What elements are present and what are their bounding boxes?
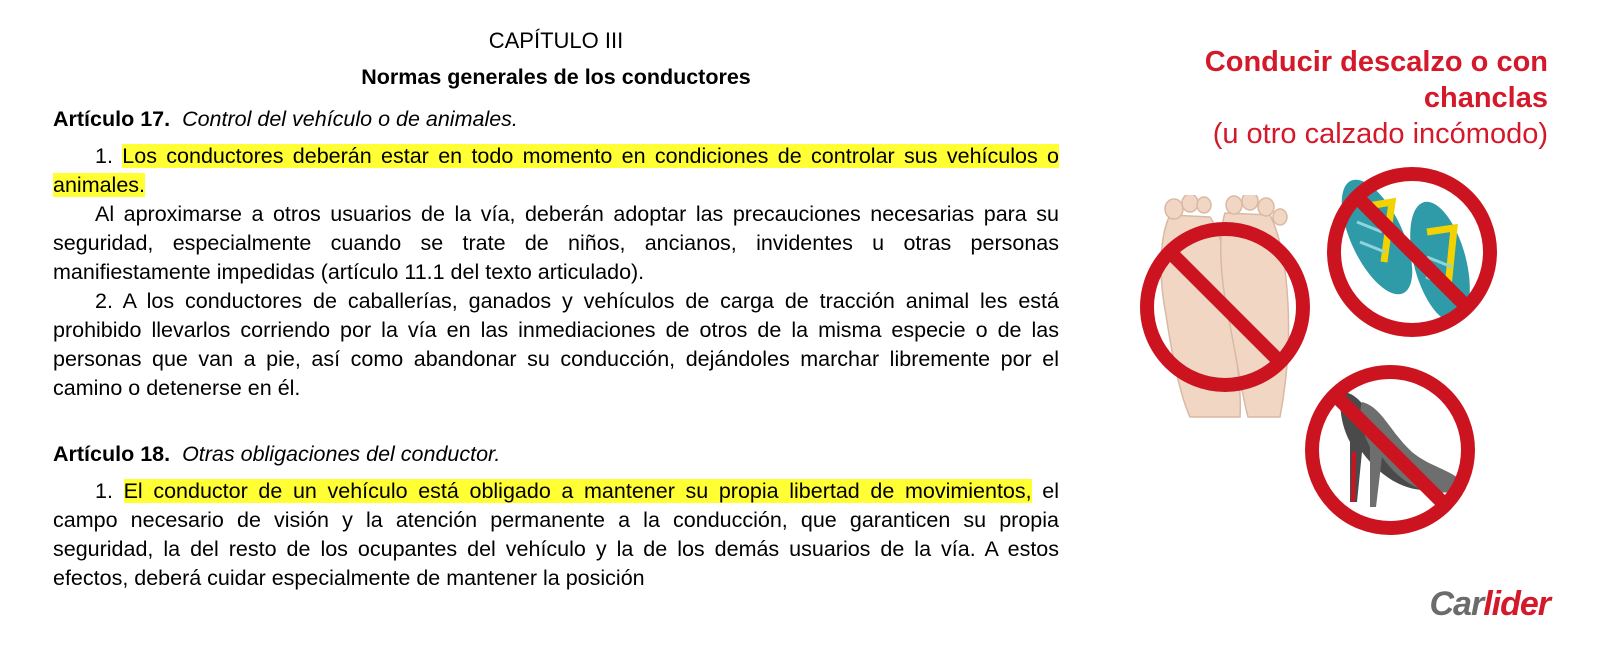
- section-title: Normas generales de los conductores: [361, 65, 751, 89]
- carlider-logo: [1429, 585, 1550, 624]
- logo-part-1: Car: [1429, 585, 1484, 623]
- highlighted-text: El conductor de un vehículo está obligado a mantener su propia libertad de movimientos,: [123, 479, 1032, 503]
- infographic-title-line-1: Conducir descalzo o con chanclas: [1204, 46, 1548, 114]
- article-18-p1-prefix: 1.: [95, 479, 113, 503]
- article-17-heading: [53, 104, 1059, 134]
- logo-part-2: lider: [1483, 585, 1550, 623]
- flip-flops-prohibited-icon: [1322, 162, 1502, 342]
- article-17-paragraph-2: Al aproximarse a otros usuarios de la vía, deberán adoptar las precauciones necesarias para su seguridad, especialmente cuando se trate de niños, ancianos, invidentes u otras personas manifiestamente impedidas (artículo 11.1 del texto articulado).: [53, 202, 1059, 284]
- article-17-paragraph-1: [53, 142, 1059, 200]
- highlighted-text: Los conductores deberán estar en todo momento en condiciones de controlar sus vehículos o animales.: [53, 144, 1059, 197]
- article-17-paragraph-3: 2. A los conductores de caballerías, ganados y vehículos de carga de tracción animal les está prohibido llevarlos corriendo por la vía en las inmediaciones de otros de la misma especie o de las personas que van a pie, así como abandonar su conducción, dejándoles marchar libremente por el camino o detenerse en él.: [53, 289, 1059, 400]
- infographic-panel: [1090, 0, 1600, 648]
- high-heels-prohibited-icon: [1302, 362, 1482, 537]
- bare-feet-prohibited-icon: [1130, 195, 1320, 420]
- article-17-title: Control del vehículo o de animales.: [182, 107, 518, 131]
- document-page: [53, 20, 1059, 593]
- article-18-p1-rest: el campo necesario de visión y la atención permanente a la conducción, que garanticen su propia seguridad, la del resto de los ocupantes del vehículo y la de los demás usuarios de la vía. A estos efectos, deberá cuidar especialmente de mantener la posición: [53, 479, 1059, 590]
- article-17-number: Artículo 17.: [53, 107, 171, 131]
- article-18-number: Artículo 18.: [53, 442, 171, 466]
- article-17-p1-prefix: 1.: [95, 144, 113, 168]
- article-18-paragraph-1: [53, 477, 1059, 593]
- infographic-title-line-2: (u otro calzado incómodo): [1212, 118, 1548, 150]
- infographic-title: [1090, 44, 1548, 152]
- article-18-title: Otras obligaciones del conductor.: [182, 442, 501, 466]
- article-18-heading: [53, 439, 1059, 469]
- chapter-heading: CAPÍTULO III: [488, 28, 624, 53]
